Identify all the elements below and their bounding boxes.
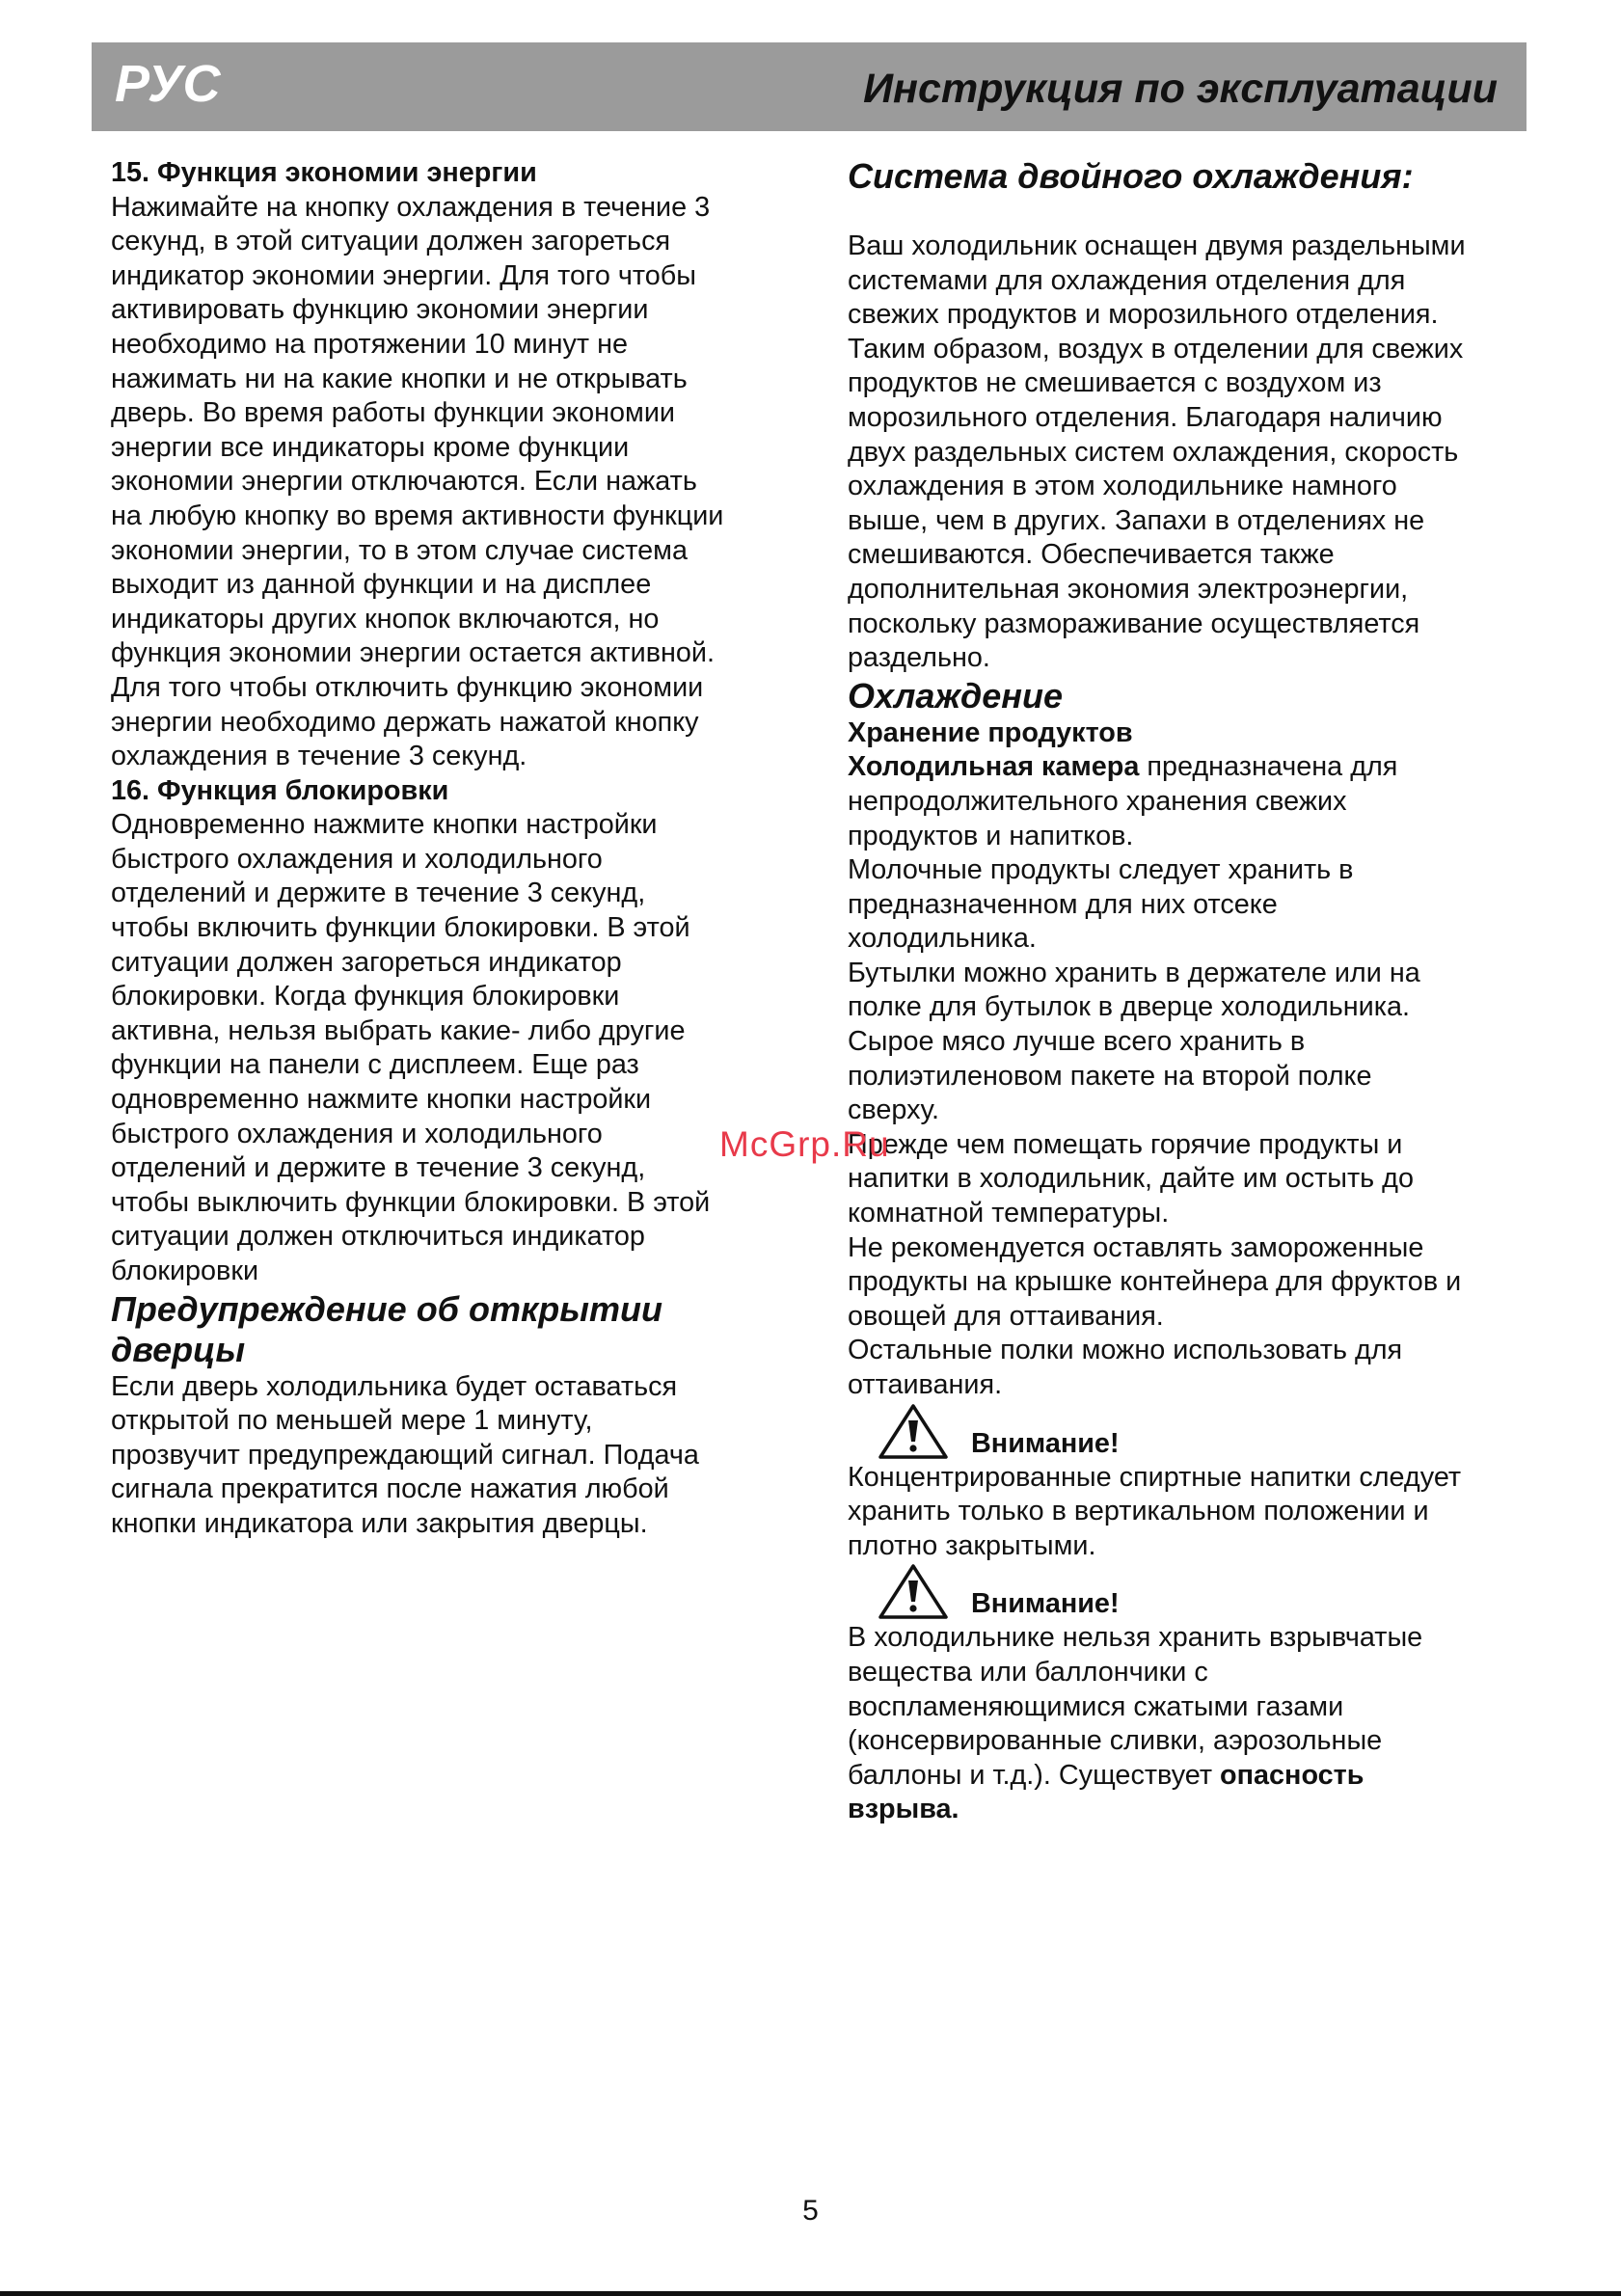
text-line: одновременно нажмите кнопки настройки <box>111 1084 652 1116</box>
text-line: холодильника. <box>848 923 1037 955</box>
door-warning-body <box>111 1370 786 1542</box>
text-line: морозильного отделения. Благодаря наличию <box>848 401 1443 433</box>
text-line: дверцы <box>111 1329 246 1369</box>
text-line: нажимать ни на какие кнопки и не открывать <box>111 363 688 394</box>
text-line: продуктов и напитков. <box>848 820 1134 851</box>
text-line: В холодильнике нельзя хранить взрывчатые <box>848 1622 1423 1654</box>
text-line: быстрого охлаждения и холодильного <box>111 1118 603 1149</box>
text-line: активна, нельзя выбрать какие- либо другие <box>111 1014 686 1046</box>
section-15-title: 15. Функция экономии энергии <box>111 157 537 188</box>
text-line: активировать функцию экономии энергии <box>111 294 649 326</box>
text-line: экономии энергии отключаются. Если нажать <box>111 466 697 498</box>
header-title: Инструкция по эксплуатации <box>863 66 1498 112</box>
text-line: свежих продуктов и морозильного отделения. <box>848 299 1439 331</box>
text-line: Не рекомендуется оставлять замороженные <box>848 1231 1424 1263</box>
text-line: Бутылки можно хранить в держателе или на <box>848 957 1420 988</box>
warning-1 <box>848 1403 1523 1461</box>
text-line: (консервированные сливки, аэрозольные <box>848 1725 1383 1757</box>
text-line: Таким образом, воздух в отделении для свежих <box>848 333 1464 365</box>
right-column <box>848 156 1523 1827</box>
warning-2-body <box>848 1621 1523 1758</box>
warning-2-last-line <box>848 1759 1523 1794</box>
dual-cooling-title: Система двойного охлаждения: <box>848 156 1414 196</box>
warning-1-label: Внимание! <box>971 1427 1120 1459</box>
text-line: на любую кнопку во время активности функции <box>111 500 724 531</box>
text-line: индикаторы других кнопок включаются, но <box>111 603 660 635</box>
storage-body <box>848 785 1523 1403</box>
text-line: продукты на крышке контейнера для фруктов и <box>848 1266 1462 1298</box>
text-line: блокировки. Когда функция блокировки <box>111 981 620 1013</box>
text-line: сверху. <box>848 1094 939 1126</box>
text-line: блокировки <box>111 1256 259 1286</box>
page-number: 5 <box>802 2195 819 2227</box>
section-15-body <box>111 191 786 774</box>
text-line: непродолжительного хранения свежих <box>848 785 1347 817</box>
text-line: ситуации должен загореться индикатор <box>111 946 622 978</box>
text-line: вещества или баллончики с <box>848 1656 1208 1688</box>
text-line: воспламеняющимися сжатыми газами <box>848 1690 1344 1722</box>
text-line: Предупреждение об открытии <box>111 1288 662 1329</box>
text-line: Для того чтобы отключить функцию экономии <box>111 671 704 703</box>
watermark: McGrp.Ru <box>719 1124 890 1164</box>
text-line: экономии энергии, то в этом случае система <box>111 534 688 566</box>
text-line: Одновременно нажмите кнопки настройки <box>111 809 658 841</box>
text-line: энергии все индикаторы кроме функции <box>111 431 630 463</box>
text-line: выходит из данной функции и на дисплее <box>111 569 652 601</box>
door-warning-title <box>111 1289 786 1370</box>
warning-triangle-icon <box>877 1403 950 1461</box>
text-line: полке для бутылок в дверце холодильника. <box>848 991 1410 1023</box>
text-line: открытой по меньшей мере 1 минуту, <box>111 1405 593 1437</box>
text-line: охлаждения в этом холодильнике намного <box>848 471 1397 502</box>
text-line: смешиваются. Обеспечивается также <box>848 539 1335 571</box>
warning-1-body <box>848 1461 1523 1564</box>
fridge-intro <box>848 750 1523 785</box>
text-line: Сырое мясо лучше всего хранить в <box>848 1026 1306 1058</box>
text-line: Молочные продукты следует хранить в <box>848 854 1354 886</box>
text-line: быстрого охлаждения и холодильного <box>111 843 603 875</box>
text-line: хранить только в вертикальном положении и <box>848 1496 1429 1527</box>
cooling-title: Охлаждение <box>848 675 1063 716</box>
text-line: чтобы включить функции блокировки. В этой <box>111 912 690 944</box>
text-line: продуктов не смешивается с воздухом из <box>848 367 1382 399</box>
left-column <box>111 156 786 1542</box>
text-line: выше, чем в других. Запахи в отделениях не <box>848 504 1425 536</box>
text-line: необходимо на протяжении 10 минут не <box>111 328 629 360</box>
text-line: индикатор экономии энергии. Для того чтобы <box>111 259 696 291</box>
text-line: отделений и держите в течение 3 секунд, <box>111 1152 646 1184</box>
text-line: ситуации должен отключиться индикатор <box>111 1221 645 1253</box>
text-line: овощей для оттаивания. <box>848 1300 1164 1332</box>
text-line: дверь. Во время работы функции экономии <box>111 397 676 429</box>
text-line: поскольку размораживание осуществляется <box>848 608 1420 639</box>
spacer <box>848 197 1523 230</box>
text-line: энергии необходимо держать нажатой кнопку <box>111 706 699 738</box>
explosion-text: взрыва. <box>848 1794 959 1825</box>
text-line: Концентрированные спиртные напитки следует <box>848 1461 1462 1493</box>
storage-title: Хранение продуктов <box>848 716 1133 748</box>
text-line: комнатной температуры. <box>848 1198 1170 1229</box>
fridge-bold: Холодильная камера <box>848 751 1140 783</box>
header-language: РУС <box>115 55 221 113</box>
text-line: напитки в холодильник, дайте им остыть до <box>848 1163 1415 1195</box>
text-line: Остальные полки можно использовать для <box>848 1335 1403 1366</box>
text-line: Ваш холодильник оснащен двумя раздельными <box>848 230 1466 261</box>
text-line: полиэтиленовом пакете на второй полке <box>848 1060 1372 1092</box>
text-line: Нажимайте на кнопку охлаждения в течение 3 <box>111 191 711 223</box>
text-line: оттаивания. <box>848 1369 1003 1400</box>
danger-text: опасность <box>1220 1759 1364 1791</box>
text-line: раздельно. <box>848 642 990 674</box>
section-16-title: 16. Функция блокировки <box>111 774 449 806</box>
text-line: Если дверь холодильника будет оставаться <box>111 1370 678 1402</box>
fridge-rest: предназначена для <box>1139 751 1398 783</box>
bottom-rule <box>0 2291 1621 2296</box>
section-16-body <box>111 808 786 1288</box>
warning-triangle-icon <box>877 1563 950 1621</box>
text-line: Прежде чем помещать горячие продукты и <box>848 1128 1403 1160</box>
text-line: чтобы выключить функции блокировки. В этой <box>111 1186 711 1218</box>
text-line: двух раздельных систем охлаждения, скорость <box>848 436 1459 468</box>
warning-2 <box>848 1563 1523 1621</box>
text-line: охлаждения в течение 3 секунд. <box>111 741 527 772</box>
text-line: секунд, в этой ситуации должен загореться <box>111 226 671 257</box>
text-line: функции на панели с дисплеем. Еще раз <box>111 1049 639 1081</box>
text-line: плотно закрытыми. <box>848 1529 1096 1561</box>
text-line: системами для охлаждения отделения для <box>848 264 1406 296</box>
text-line: сигнала прекратится после нажатия любой <box>111 1473 669 1505</box>
text-line: прозвучит предупреждающий сигнал. Подача <box>111 1439 699 1471</box>
text-line: кнопки индикатора или закрытия дверцы. <box>111 1507 648 1539</box>
text-line: дополнительная экономия электроэнергии, <box>848 573 1409 605</box>
text-line: отделений и держите в течение 3 секунд, <box>111 878 646 909</box>
header-bar <box>92 42 1526 131</box>
warning-2-text: баллоны и т.д.). Существует <box>848 1759 1221 1791</box>
text-line: предназначенном для них отсеке <box>848 888 1278 920</box>
text-line: функция экономии энергии остается активной. <box>111 637 715 669</box>
warning-2-label: Внимание! <box>971 1588 1120 1620</box>
dual-cooling-body <box>848 230 1523 676</box>
